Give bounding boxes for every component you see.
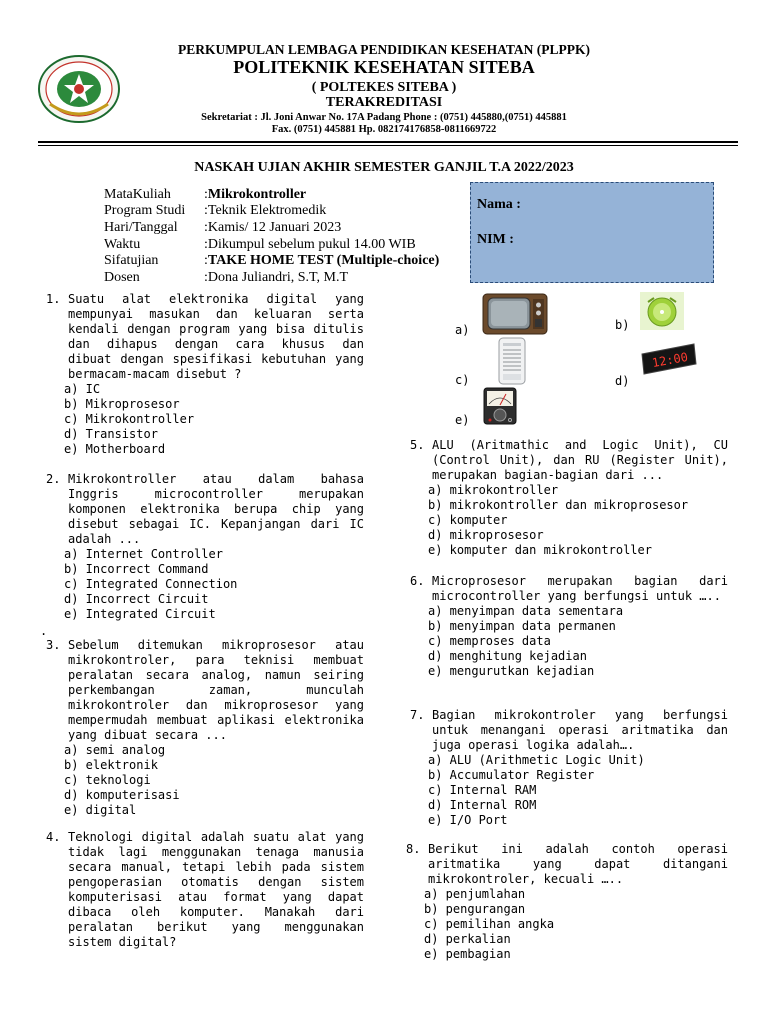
answer-option[interactable]: d) Internal ROM <box>428 798 537 812</box>
header-institution-name: POLITEKNIK KESEHATAN SITEBA <box>233 57 535 77</box>
answer-option[interactable]: e) mengurutkan kejadian <box>428 664 595 678</box>
green-timer-picture <box>640 292 684 330</box>
info-row <box>104 236 416 253</box>
info-label: Program Studi <box>104 203 186 218</box>
header-address: Sekretariat : Jl. Joni Anwar No. 17A Padang Phone : (0751) 445880,(0751) 445881 <box>201 112 567 123</box>
info-separator: : <box>204 270 208 285</box>
analog-multimeter-picture <box>482 386 518 426</box>
question-6 <box>410 574 728 679</box>
answer-option[interactable]: b) elektronik <box>64 758 158 772</box>
question-stem: Suatu alat elektronika digital yang mempunyai masukan dan keluaran serta kendali dengan program yang bisa ditulis dan dihapus dengan cara khusus dan dibuat dengan spesifikasi kebutuhan yang bermacam-macam disebut ? <box>68 292 364 381</box>
info-label: Dosen <box>104 270 140 285</box>
question-number: 6. <box>410 574 425 588</box>
info-label: Waktu <box>104 237 141 252</box>
answer-option[interactable]: d) menghitung kejadian <box>428 649 587 663</box>
answer-option[interactable]: a) menyimpan data sementara <box>428 604 624 618</box>
answer-option[interactable]: d) mikroprosesor <box>428 528 544 542</box>
info-separator: : <box>204 237 208 252</box>
question-number: 7. <box>410 708 425 722</box>
answer-option[interactable]: d) komputerisasi <box>64 788 180 802</box>
answer-option[interactable]: b) menyimpan data permanen <box>428 619 616 633</box>
question-number: 5. <box>410 438 425 452</box>
answer-option[interactable]: d) Incorrect Circuit <box>64 592 209 606</box>
info-value: TAKE HOME TEST (Multiple-choice) <box>207 253 440 268</box>
option-list <box>428 483 728 558</box>
question-number: 8. <box>406 842 421 856</box>
answer-option[interactable]: e) pembagian <box>424 947 511 961</box>
q4-option-b-label[interactable]: b) <box>615 318 630 332</box>
answer-option[interactable]: d) perkalian <box>424 932 511 946</box>
question-stem: ALU (Aritmathic and Logic Unit), CU (Control Unit), dan RU (Register Unit), merupakan bagian-bagian dari ... <box>432 438 728 482</box>
answer-option[interactable]: a) mikrokontroller <box>428 483 559 497</box>
answer-option[interactable]: c) memproses data <box>428 634 551 648</box>
option-list <box>428 604 728 679</box>
answer-option[interactable]: b) pengurangan <box>424 902 526 916</box>
info-separator: : <box>204 253 208 268</box>
question-8 <box>406 842 728 962</box>
question-stem: Berikut ini adalah contoh operasi aritmatika yang dapat ditangani mikrokontroler, kecuali ….. <box>428 842 728 886</box>
answer-option[interactable]: a) ALU (Arithmetic Logic Unit) <box>428 753 645 767</box>
exam-title: NASKAH UJIAN AKHIR SEMESTER GANJIL T.A 2022/2023 <box>194 160 574 175</box>
answer-option[interactable]: c) Integrated Connection <box>64 577 238 591</box>
info-separator: : <box>204 220 208 235</box>
answer-option[interactable]: e) komputer dan mikrokontroller <box>428 543 652 557</box>
question-number: 4. <box>46 830 61 844</box>
air-cooler-picture <box>494 336 530 390</box>
header-federation: PERKUMPULAN LEMBAGA PENDIDIKAN KESEHATAN (PLPPK) <box>177 42 590 57</box>
answer-option[interactable]: c) Internal RAM <box>428 783 537 797</box>
info-separator: : <box>204 187 208 202</box>
answer-option[interactable]: b) Incorrect Command <box>64 562 209 576</box>
answer-option[interactable]: c) komputer <box>428 513 508 527</box>
answer-option[interactable]: b) mikrokontroller dan mikroprosesor <box>428 498 689 512</box>
answer-option[interactable]: e) digital <box>64 803 137 817</box>
answer-option[interactable]: a) penjumlahan <box>424 887 526 901</box>
info-label: MataKuliah <box>104 187 171 202</box>
question-3 <box>46 638 364 818</box>
info-row <box>104 186 306 203</box>
answer-option[interactable]: e) Integrated Circuit <box>64 607 216 621</box>
option-list <box>64 743 364 818</box>
stray-mark: . <box>40 624 48 638</box>
option-list <box>64 382 364 457</box>
question-stem: Microprosesor merupakan bagian dari microcontroller yang berfungsi untuk ….. <box>432 574 728 603</box>
info-value: Teknik Elektromedik <box>207 203 327 218</box>
institution-logo <box>38 54 120 124</box>
q4-option-d-label[interactable]: d) <box>615 374 630 388</box>
answer-option[interactable]: c) teknologi <box>64 773 151 787</box>
q4-option-e-label[interactable]: e) <box>455 413 470 427</box>
question-7 <box>410 708 728 828</box>
info-value: Mikrokontroller <box>207 187 307 202</box>
answer-option[interactable]: e) I/O Port <box>428 813 508 827</box>
question-2 <box>46 472 364 622</box>
question-number: 3. <box>46 638 61 652</box>
question-stem: Bagian mikrokontroler yang berfungsi untuk menangani operasi aritmatika dan juga operasi logika adalah…. <box>432 708 728 752</box>
answer-option[interactable]: c) Mikrokontroller <box>64 412 195 426</box>
answer-option[interactable]: b) Accumulator Register <box>428 768 595 782</box>
question-stem: Mikrokontroller atau dalam bahasa Inggris microcontroller merupakan komponen elektronika berupa chip yang disebut sebagai IC. Kepanjangan dari IC adalah ... <box>68 472 364 546</box>
question-stem: Teknologi digital adalah suatu alat yang tidak lagi menggunakan tenaga manusia secara manual, tetapi lebih pada sistem pengoperasian otomatis dengan sistem komputerisasi atau format yang dapat dibaca oleh komputer. Manakah dari peralatan berikut yang menggunakan sistem digital? <box>68 830 364 949</box>
answer-option[interactable]: b) Mikroprosesor <box>64 397 180 411</box>
header-accreditation: TERAKREDITASI <box>325 95 443 110</box>
info-row <box>104 252 439 269</box>
info-row <box>104 269 348 286</box>
question-number: 1. <box>46 292 61 306</box>
info-row <box>104 219 341 236</box>
info-value: Kamis/ 12 Januari 2023 <box>207 220 342 235</box>
answer-option[interactable]: c) pemilihan angka <box>424 917 555 931</box>
answer-option[interactable]: a) Internet Controller <box>64 547 223 561</box>
header-rule-thin <box>38 145 738 146</box>
name-field-label: Nama : <box>477 197 521 212</box>
info-value: Dona Juliandri, S.T, M.T <box>207 270 349 285</box>
question-stem: Sebelum ditemukan mikroprosesor atau mikrokontroler, para teknisi membuat peralatan secara analog, namun seiring perkembangan zaman, munculah mikrokontroler dan mikroprosesor yang mempermudah membuat aplikasi elektronika yang dibuat secara ... <box>68 638 364 742</box>
digital-clock-picture <box>640 342 698 376</box>
answer-option[interactable]: d) Transistor <box>64 427 158 441</box>
answer-option[interactable]: a) IC <box>64 382 101 396</box>
question-1 <box>46 292 364 457</box>
q4-option-c-label[interactable]: c) <box>455 373 470 387</box>
info-row <box>104 202 326 219</box>
option-list <box>428 753 728 828</box>
answer-option[interactable]: e) Motherboard <box>64 442 166 456</box>
header-rule-thick <box>38 141 738 143</box>
answer-option[interactable]: a) semi analog <box>64 743 166 757</box>
clock-readout: 12:00 <box>650 349 690 371</box>
television-picture <box>482 293 548 335</box>
info-value: Dikumpul sebelum pukul 14.00 WIB <box>207 237 416 252</box>
header-short-name: ( POLTEKES SITEBA ) <box>311 80 457 95</box>
info-separator: : <box>204 203 208 218</box>
nim-field-label: NIM : <box>477 232 514 247</box>
question-5 <box>410 438 728 558</box>
option-list <box>64 547 364 622</box>
question-number: 2. <box>46 472 61 486</box>
info-label: Hari/Tanggal <box>104 220 178 235</box>
option-list <box>424 887 728 962</box>
question-4 <box>46 830 364 950</box>
info-label: Sifatujian <box>104 253 159 268</box>
header-contact: Fax. (0751) 445881 Hp. 082174176858-0811669722 <box>271 124 497 135</box>
student-identity-box[interactable] <box>470 182 714 283</box>
q4-option-a-label[interactable]: a) <box>455 323 470 337</box>
